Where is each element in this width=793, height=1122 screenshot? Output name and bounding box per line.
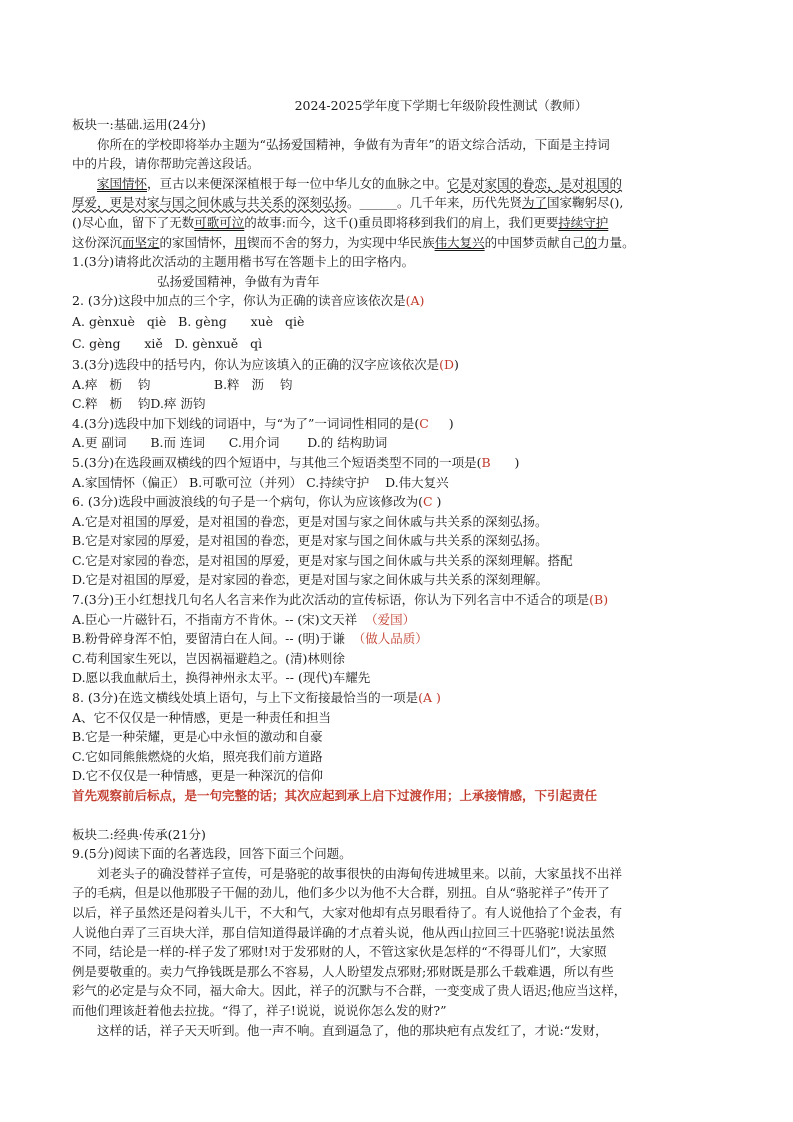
section2-heading: 板块二:经典·传承(21分) <box>72 826 206 842</box>
answer-5: B <box>481 454 491 470</box>
page-title: 2024-2025学年度下学期七年级阶段性测试（教师） <box>294 98 588 113</box>
double-underlined-phrase: 持续守护 <box>558 214 609 230</box>
double-underlined-phrase: 家国情怀 <box>97 175 148 191</box>
excerpt-line: 这样的话，祥子天天听到。他一声不响。直到逼急了，他的那块疤有点发红了，才说:“发财， <box>97 1022 608 1038</box>
answer-6: C <box>422 494 433 510</box>
wavy-underlined-sentence: 厚爱，更是对家与国之间休戚与共关系的深刻弘扬 <box>72 195 348 211</box>
option-line: C.它是对家园的眷恋，是对祖国的厚爱，更是对家与国之间休戚与共关系的深刻理解。搭配 <box>72 552 573 568</box>
excerpt-line: 例是要敬重的。卖力气挣钱既是那么不容易，人人盼望发点邪财;邪财既是那么千载难遇，所以有些 <box>72 963 614 979</box>
passage-line: 这份深沉而坚定的家国情怀，用锲而不舍的努力，为实现中华民族伟大复兴的中国梦贡献自己的力量。 <box>72 234 635 250</box>
question-1: 1.(3分)请将此次活动的主题用楷书写在答题卡上的田字格内。 <box>72 254 415 270</box>
question-2: 2. (3分)这段中加点的三个字，你认为正确的读音应该依次是(A) <box>72 293 425 309</box>
option-line: D.它不仅仅是一种情感，更是一种深沉的信仰 <box>72 768 324 784</box>
excerpt-line: 不同，结论是一样的-样子发了邪财!对于发邪财的人，不管这家伙是怎样的“不得哥儿们”，大家照 <box>72 944 607 960</box>
excerpt-line: 以后，祥子虽然还是闷着头儿干，不大和气，大家对他却有点另眼看待了。有人说他拾了个金表，有 <box>72 904 623 920</box>
document-content <box>72 96 740 1040</box>
excerpt-line: 子的毛病，但是以他那股子干倔的劲儿，他们多少以为他不大合群，别扭。自从“骆驼祥子”传开了 <box>72 885 610 901</box>
question-5: 5.(3分)在选段画双横线的四个短语中，与其他三个短语类型不同的一项是(B ) <box>72 454 520 470</box>
answer-3: (D <box>439 356 455 372</box>
question-9: 9.(5分)阅读下面的名著选段，回答下面三个问题。 <box>72 846 352 862</box>
option-line: A.家国情怀（偏正） B.可歌可泣（并列） C.持续守护 D.伟大复兴 <box>72 474 449 490</box>
option-line: A.臣心一片磁针石，不指南方不肯休。-- (宋)文天祥 （爱国） <box>72 611 416 627</box>
question-4: 4.(3分)选段中加下划线的词语中，与“为了”一词词性相同的是(C ) <box>72 415 454 431</box>
double-underlined-phrase: 伟大复兴 <box>434 234 485 250</box>
answer-7: (B) <box>589 592 609 608</box>
question-6: 6. (3分)选段中画波浪线的句子是一个病句，你认为应该修改为(C ) <box>72 494 442 510</box>
section1-heading: 板块一:基础.运用(24分) <box>72 117 206 132</box>
option-line: C.苟利国家生死以，岂因祸福避趋之。(清)林则徐 <box>72 650 345 666</box>
excerpt-line: 刘老头子的确没替祥子宣传，可是骆驼的故事很快的由海甸传进城里来。以前，大家虽找不出祥 <box>97 865 623 881</box>
passage-line: 家国情怀，亘古以来便深深植根于每一位中华儿女的血脉之中。它是对家国的眷恋，是对祖国的 <box>97 175 623 191</box>
excerpt-line: 而他们理该赶着他去拉拢。“得了，祥子!说说，说说你怎么发的财?” <box>72 1002 447 1018</box>
intro-line: 你所在的学校即将举办主题为“弘扬爱国精神，争做有为青年”的语文综合活动，下面是主持词 <box>97 136 610 152</box>
option-note: （做人品质） <box>352 631 428 647</box>
option-line: C.粹 枥 钧D.瘁 沥钧 <box>72 396 206 412</box>
option-line: A.瘁 枥 钧 B.粹 沥 钧 <box>72 376 293 392</box>
wavy-underlined-sentence: 它是对家国的眷恋，是对祖国的 <box>447 175 623 191</box>
option-line: C.它如同熊熊燃烧的火焰，照亮我们前方道路 <box>72 748 323 764</box>
answer-2: (A) <box>405 293 425 309</box>
option-line: C. gèng xiě D. gènxuě qì <box>72 335 263 351</box>
option-line: B.它是一种荣耀，更是心中永恒的激动和自豪 <box>72 729 323 745</box>
double-underlined-phrase: 可歌可泣 <box>194 214 245 230</box>
passage-line: 厚爱，更是对家与国之间休戚与共关系的深刻弘扬。______。几千年来，历代先贤为了国家鞠躬尽(), <box>72 195 624 211</box>
question-8: 8. (3分)在选文横线处填上语句，与上下文衔接最恰当的一项是(A ) <box>72 690 441 706</box>
answer-4: C <box>419 415 429 431</box>
section-gap <box>72 806 740 825</box>
option-line: D.它是对祖国的厚爱，是对家园的眷恋，更是对国与家之间休戚与共关系的深刻理解。 <box>72 572 549 588</box>
option-line: A.它是对祖国的厚爱，是对祖国的眷恋，更是对国与家之间休戚与共关系的深刻弘扬。 <box>72 513 548 529</box>
option-line: A. gènxuè qiè B. gèng xuè qiè <box>72 313 305 329</box>
teacher-note: 首先观察前后标点，是一句完整的话；其次应起到承上启下过渡作用；上承接情感，下引起责任 <box>72 788 598 803</box>
intro-line: 中的片段，请你帮助完善这段话。 <box>72 156 260 172</box>
answer-1: 弘扬爱国精神，争做有为青年 <box>157 273 320 289</box>
option-note: （爱国） <box>365 611 416 627</box>
option-line: A、它不仅仅是一种情感，更是一种责任和担当 <box>72 709 332 725</box>
underlined-word: 的 <box>584 234 598 250</box>
option-line: B.粉骨碎身浑不怕，要留清白在人间。-- (明)于谦 （做人品质） <box>72 631 428 647</box>
underlined-word: 而坚定 <box>122 234 160 250</box>
passage-line: ()尽心血，留下了无数可歌可泣的故事:而今，这千()重员即将移到我们的肩上，我们更要持续守护 <box>72 214 609 230</box>
question-7: 7.(3分)王小红想找几句名人名言来作为此次活动的宣传标语，你认为下列名言中不适合的项是(B) <box>72 592 609 608</box>
question-3: 3.(3分)选段中的括号内，你认为应该填入的正确的汉字应该依次是(D) <box>72 356 459 372</box>
excerpt-line: 人说他白弄了三百块大洋，那自信知道得最详确的才点着头说，他从西山拉回三十匹骆驼!说法虽然 <box>72 924 615 940</box>
option-line: A.更 副词 B.而 连词 C.用介词 D.的 结构助词 <box>72 435 388 451</box>
option-line: B.它是对家园的厚爱，是对祖国的眷恋，更是对家与国之间休戚与共关系的深刻弘扬。 <box>72 533 548 549</box>
underlined-word: 用 <box>234 234 248 250</box>
underlined-word: 为了 <box>522 195 548 211</box>
answer-8: (A ) <box>418 690 441 706</box>
excerpt-line: 彩气的必定是与众不同，福大命大。因此，祥子的沉默与不合群，一变变成了贵人语迟;他应当这样， <box>72 983 627 999</box>
option-line: D.愿以我血献后土，换得神州永太平。-- (现代)车耀先 <box>72 670 371 686</box>
